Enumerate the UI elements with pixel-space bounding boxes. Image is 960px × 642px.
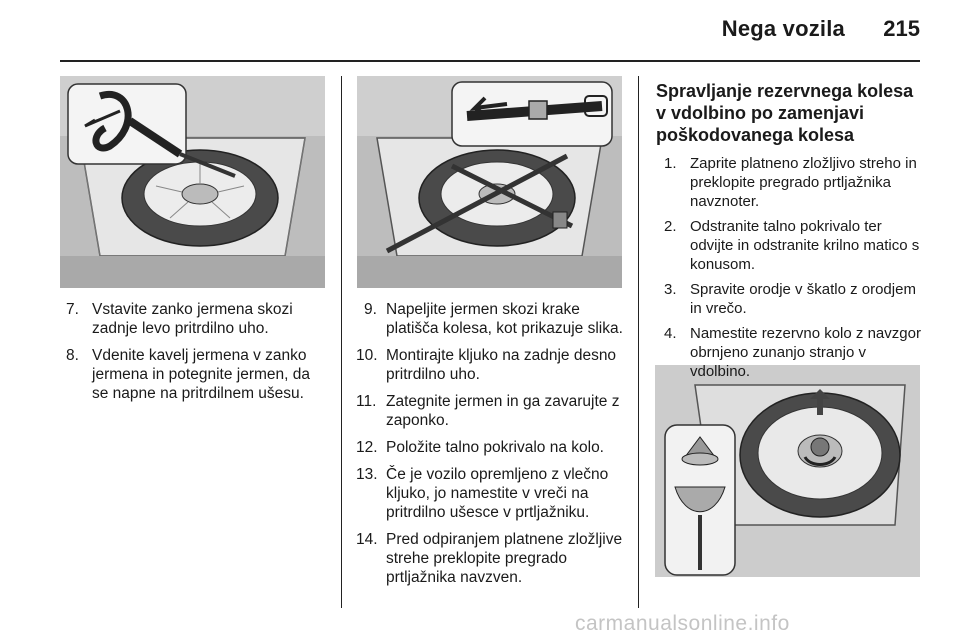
step-list (656, 154, 924, 381)
step-11 (356, 392, 628, 430)
step-10 (356, 346, 628, 384)
step-number: 11. (356, 393, 377, 410)
step-number: 13. (356, 466, 378, 483)
step-number: 8. (66, 347, 79, 364)
step-text: Napeljite jermen skozi krake platišča kolesa, kot prikazuje slika. (386, 301, 623, 337)
trunk-strap-illustration-middle (357, 76, 622, 288)
step-1 (664, 154, 924, 211)
step-12 (356, 438, 628, 457)
step-text: Zaprite platneno zložljivo streho in preklopite pregrado prtljažnika navznoter. (690, 155, 917, 210)
step-number: 3. (664, 281, 677, 298)
step-7 (66, 300, 328, 338)
step-text: Namestite rezervno kolo z navzgor obrnjeno zunanjo stranjo v vdolbino. (690, 325, 921, 380)
spare-wheel-well-illustration (655, 365, 920, 577)
instructions-column-2 (356, 300, 628, 595)
instructions-column-3 (656, 80, 924, 387)
step-9 (356, 300, 628, 338)
page-header (0, 14, 960, 54)
header-divider (60, 60, 920, 62)
step-number: 7. (66, 301, 79, 318)
step-list (66, 300, 328, 403)
step-text: Položite talno pokrivalo na kolo. (386, 439, 604, 456)
step-text: Spravite orodje v škatlo z orodjem in vrečo. (690, 281, 916, 317)
step-text: Če je vozilo opremljeno z vlečno kljuko, jo namestite v vreči na pritrdilno ušesce v prtljažniku. (386, 466, 609, 521)
page-title: Nega vozila (721, 16, 845, 41)
trunk-strap-illustration-left (60, 76, 325, 288)
step-list (356, 300, 628, 587)
page-number: 215 (883, 16, 920, 41)
step-14 (356, 530, 628, 587)
step-text: Montirajte kljuko na zadnje desno pritrdilno uho. (386, 347, 617, 383)
column-divider-2 (638, 76, 639, 608)
watermark: carmanualsonline.info (575, 612, 790, 635)
step-number: 12. (356, 439, 378, 456)
step-text: Pred odpiranjem platnene zložljive strehe preklopite pregrado prtljažnika navzven. (386, 531, 623, 586)
step-4 (664, 324, 924, 381)
step-text: Vstavite zanko jermena skozi zadnje levo pritrdilno uho. (92, 301, 293, 337)
step-text: Vdenite kavelj jermena v zanko jermena in potegnite jermen, da se napne na pritrdilnem ušesu. (92, 347, 310, 402)
step-number: 9. (364, 301, 377, 318)
step-8 (66, 346, 328, 403)
step-number: 10. (356, 347, 378, 364)
step-number: 2. (664, 218, 677, 235)
step-text: Zategnite jermen in ga zavarujte z zaponko. (386, 393, 620, 429)
column-divider-1 (341, 76, 342, 608)
instructions-column-1 (66, 300, 328, 411)
step-13 (356, 465, 628, 522)
step-number: 14. (356, 531, 378, 548)
section-heading: Spravljanje rezervnega kolesa v vdolbino po zamenjavi poškodovanega kolesa (656, 81, 914, 145)
step-2 (664, 217, 924, 274)
step-number: 4. (664, 325, 677, 342)
step-text: Odstranite talno pokrivalo ter odvijte in odstranite krilno matico s konusom. (690, 218, 920, 273)
step-3 (664, 280, 924, 318)
step-number: 1. (664, 155, 677, 172)
